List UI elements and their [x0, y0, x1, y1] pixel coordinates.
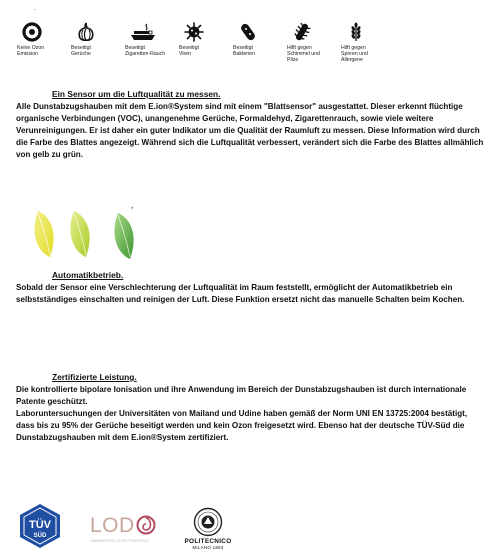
- feature-label: Beseitigt Zigaretten-Rauch: [125, 45, 166, 58]
- politecnico-logo: [176, 507, 240, 550]
- bacteria-icon: [237, 22, 259, 42]
- feature-label: Beseitigt Viren: [179, 45, 199, 58]
- cert-paragraph-2: Laboruntersuchungen der Universitäten von Mailand und Udine haben gemäß der Norm UNI EN 13725:2004 bestätigt, dass bis zu 95% der Gerüche beseitigt werden und kein Ozon freigesetzt wird. Ebenso hat der deutsche TÜV-Süd die Dunstabzugshauben mit dem E.ion®System zertifiziert.: [16, 409, 468, 442]
- sud-text: SÜD: [33, 533, 47, 539]
- feature-icons-row: [14, 22, 394, 64]
- feature-label: Keine Ozon Emission: [17, 45, 45, 58]
- leaf-asterisk: *: [131, 207, 134, 213]
- wheat-spores-icon: [345, 22, 367, 42]
- leaf-sensor-illustration: [30, 205, 142, 268]
- cigarette-ashtray-icon: [129, 22, 157, 42]
- cert-paragraph-1: Die kontrollierte bipolare Ionisation und ihre Anwendung im Bereich der Dunstabzugshauben ist durch internationale Patente geschützt.: [16, 385, 467, 406]
- lod-logo: [90, 514, 156, 543]
- feature-label: Hilft gegen Schimmel und Pilze: [287, 45, 320, 64]
- sensor-paragraph: Alle Dunstabzugshauben mit dem E.ion®System sind mit einem "Blattsensor" ausgestattet. Dieser erkennt flüchtige organische Verbindungen (VOC), unangenehme Gerüche, Formaldehyd, Zigarettenrauch, sowie viele weitere Verunreinigungen. Er ist daher ein guter Indikator um die Qualität der Raumluft zu messen. Diese Information wird durch die Farbe des Blattes angezeigt. Während sich die Luftqualität verbessert, verändert sich die Farbe des Blattes allmählich von gelb zu grün.: [16, 102, 484, 159]
- feature-smoke: [122, 22, 176, 64]
- feature-spores: [338, 22, 392, 64]
- leaf-yellow-green: [70, 211, 89, 257]
- politecnico-seal-icon: [193, 507, 223, 537]
- feature-bacteria: [230, 22, 284, 64]
- feature-no-ozone: [14, 22, 68, 64]
- tuv-text: TÜV: [29, 519, 51, 531]
- virus-icon: [183, 22, 205, 42]
- politecnico-name: POLITECNICO: [184, 538, 232, 545]
- feature-label: Beseitigt Bakterien: [233, 45, 255, 58]
- lod-subtitle: LABORATORIO OLFATTOMETRICO: [90, 539, 150, 543]
- feature-mold: [284, 22, 338, 64]
- feature-label: Beseitigt Gerüche: [71, 45, 91, 58]
- top-dot: .: [34, 5, 36, 12]
- leaf-yellow: [34, 211, 53, 257]
- lod-swirl-icon: [136, 514, 156, 536]
- cert-heading: Zertifizierte Leistung.: [52, 372, 137, 382]
- auto-heading: Automatikbetrieb.: [52, 270, 124, 280]
- feature-label: Hilft gegen Sporen und Allergene: [341, 45, 368, 64]
- ozone-ring-icon: [21, 22, 43, 42]
- politecnico-subtitle: MILANO 1863: [192, 545, 224, 550]
- sensor-heading: Ein Sensor um die Luftqualität zu messen.: [52, 89, 221, 99]
- leaf-green: [114, 213, 133, 259]
- tuv-sud-logo: [16, 502, 64, 555]
- auto-paragraph: Sobald der Sensor eine Verschlechterung der Luftqualität im Raum feststellt, ermöglicht der Automatikbetrieb ein selbstständiges einschalten und reinigen der Luft. Diese Funktion ersetzt nicht das manuelle Schalten beim Kochen.: [16, 283, 465, 304]
- garlic-icon: [75, 22, 97, 42]
- feature-viruses: [176, 22, 230, 64]
- lod-wordmark: LOD: [90, 514, 135, 537]
- feature-odors: [68, 22, 122, 64]
- mold-icon: [291, 22, 313, 42]
